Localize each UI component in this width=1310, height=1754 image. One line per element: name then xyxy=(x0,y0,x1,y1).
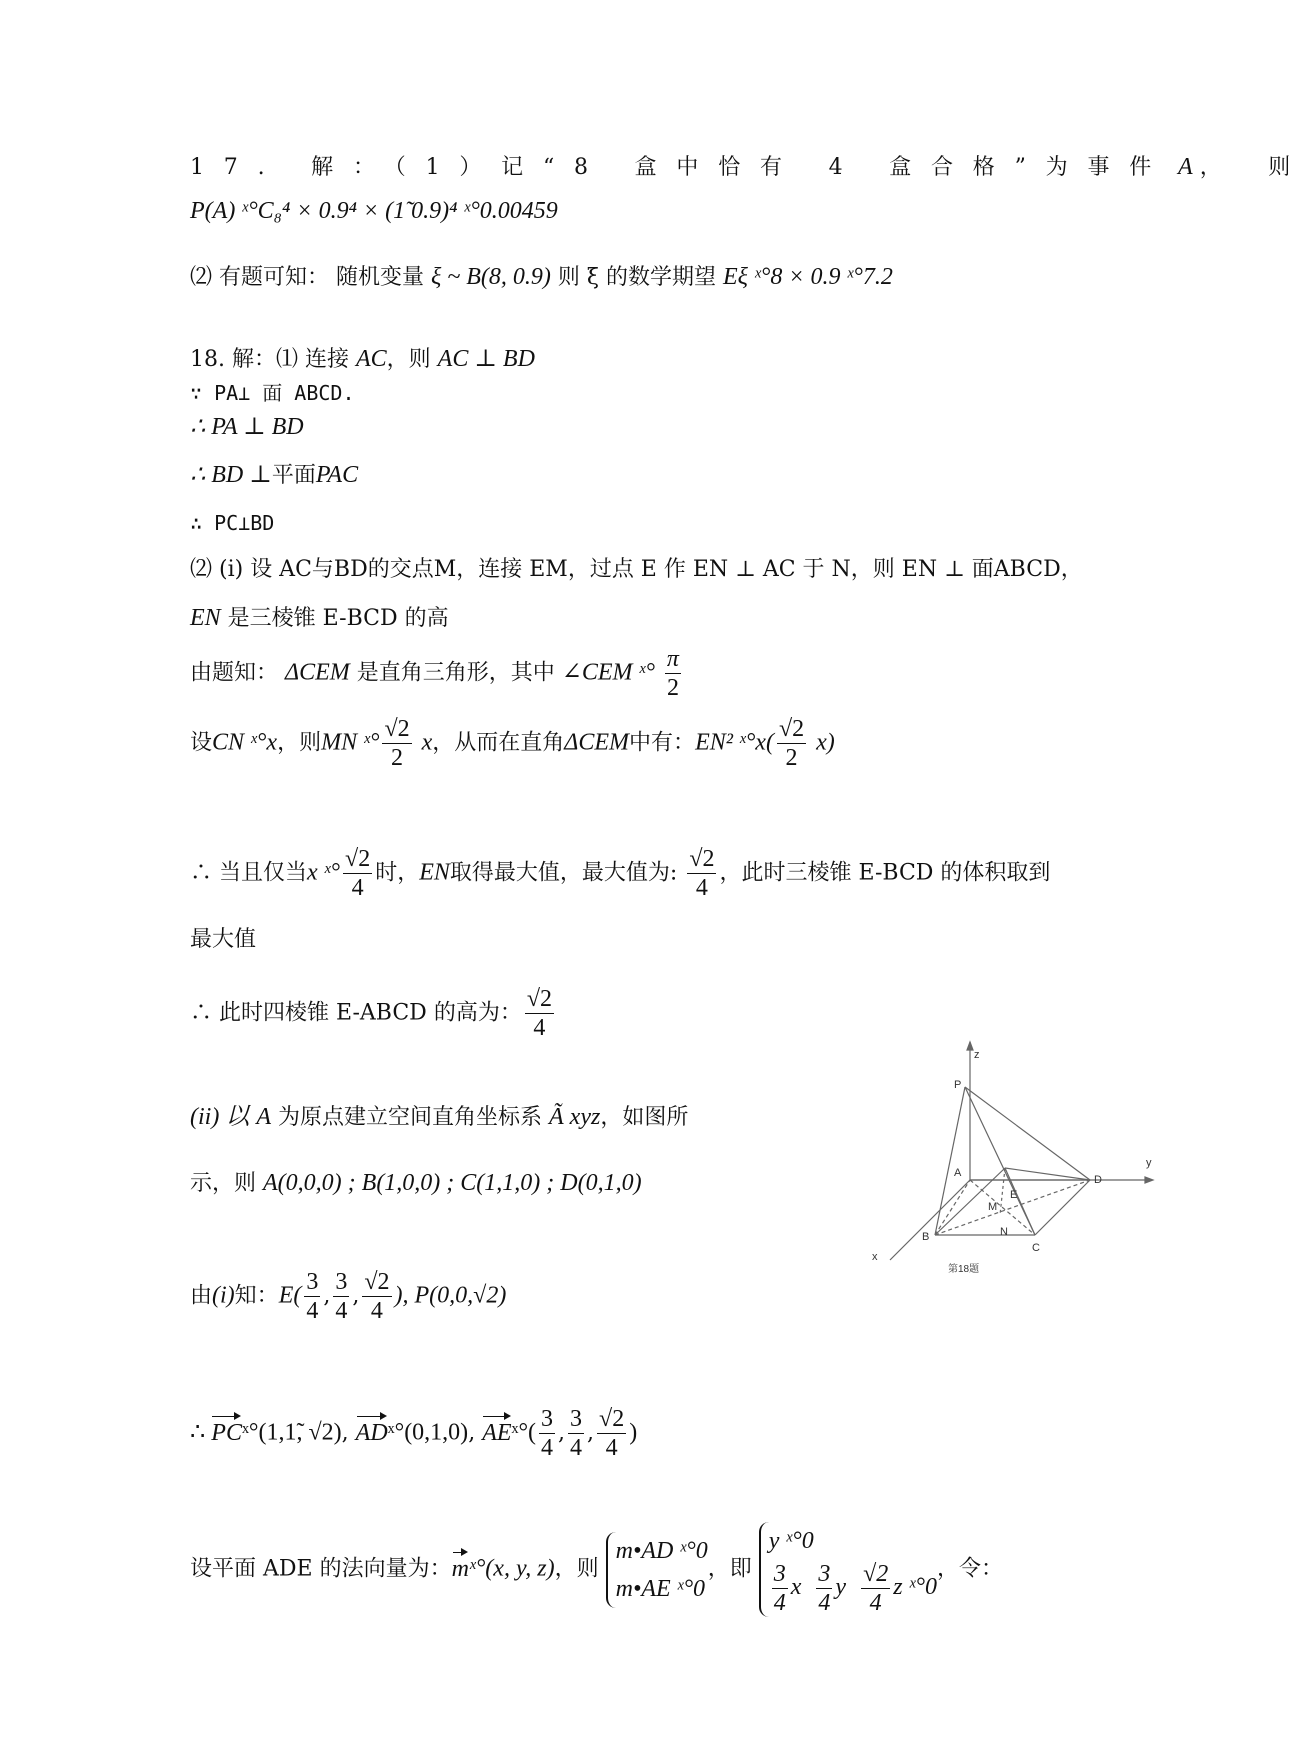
p18-line14: 示，则 A(0,0,0) ; B(1,0,0) ; C(1,1,0) ; D(0,1,0) xyxy=(190,1170,642,1196)
p18-l8-angle: ∠CEM ˣ° xyxy=(561,659,655,686)
label-z: z xyxy=(974,1049,980,1061)
vec-ae: AE xyxy=(482,1419,512,1446)
p17-then: ， 则 xyxy=(1199,155,1310,180)
label-x: x xyxy=(872,1251,878,1263)
label-b: B xyxy=(922,1231,930,1243)
p18-line15: 由(i)知：E( $\frac{3}{4}$ , $\frac{3}{4}$ , $\frac{√2}{4}$ ), P(0,0,√2) xyxy=(190,1269,507,1324)
p18-l1-mid: ，则 xyxy=(386,347,431,372)
p18-line8 xyxy=(190,645,684,702)
p18-l8-tri: ΔCEM xyxy=(285,659,350,686)
vec-ad: AD xyxy=(355,1419,388,1446)
sqrt2-over-4: $\frac{√2}{4}$ xyxy=(345,846,371,901)
p18-line2: ∵ PA⊥ 面 ABCD. xyxy=(190,381,355,405)
p18-l8-mid: 是直角三角形，其中 xyxy=(356,660,555,686)
p18-line9: 设CN ˣ°x，则MN ˣ° $\frac{√2}{2}$ x，从而在直角ΔCEM中有：EN² ˣ°x( $\frac{√2}{2}$ x) xyxy=(190,716,835,771)
p18-l8-prefix: 由题知： xyxy=(190,660,279,686)
x-axis xyxy=(890,1180,970,1260)
p18-l7-en: EN xyxy=(190,605,221,631)
sqrt2-over-2: $\frac{√2}{2}$ xyxy=(384,716,410,771)
frac-3-4-c: $\frac{3}{4}$ xyxy=(541,1406,554,1461)
label-e: E xyxy=(1010,1189,1018,1201)
label-c: C xyxy=(1032,1242,1040,1254)
label-n: N xyxy=(1000,1226,1008,1238)
p18-line12: ∴ 此时四棱锥 E-ABCD 的高为： $\frac{√2}{4}$ xyxy=(190,986,552,1041)
vec-pc: PC xyxy=(211,1419,242,1446)
frac-3-4-g: $\frac{3}{4}$ xyxy=(773,1561,786,1616)
p17-line2-prefix: ⑵ 有题可知： 随机变量 xyxy=(190,265,424,290)
p18-line7 xyxy=(190,603,449,634)
p18-line1 xyxy=(190,344,535,375)
frac-3-4-h: $\frac{3}{4}$ xyxy=(818,1561,831,1616)
label-p: P xyxy=(954,1079,962,1091)
label-m: M xyxy=(988,1201,998,1213)
frac-3-4-b: $\frac{3}{4}$ xyxy=(335,1269,348,1324)
p17-line2 xyxy=(190,262,893,293)
vec-m: m xyxy=(451,1555,469,1582)
figure-caption: 第18题 xyxy=(948,1264,980,1275)
p18-l7-text: 是三棱锥 E-BCD 的高 xyxy=(227,606,449,631)
p18-line11: 最大值 xyxy=(190,927,257,952)
label-y: y xyxy=(1146,1157,1152,1169)
p18-line3: ∴ PA ⊥ BD xyxy=(190,414,304,440)
system-two: y ˣ°0 $\frac{3}{4}$ x $\frac{3}{4}$ y $\frac{√2}{4}$ z ˣ°0 xyxy=(759,1522,937,1617)
frac-sqrt2-4-g: $\frac{√2}{4}$ xyxy=(863,1561,889,1616)
p18-l1-prefix: 18. 解：⑴ 连接 xyxy=(190,347,349,372)
p18-line6: ⑵ (i) 设 AC与BD的交点M，连接 EM，过点 E 作 EN ⊥ AC 于 N，则 EN ⊥ 面ABCD， xyxy=(190,557,1083,582)
coord-points: A(0,0,0) ; B(1,0,0) ; C(1,1,0) ; D(0,1,0) xyxy=(263,1170,642,1196)
frac-sqrt2-4-e: $\frac{√2}{4}$ xyxy=(364,1269,390,1324)
p18-l1-ac: AC xyxy=(355,346,387,372)
sqrt2-over-4-height: $\frac{√2}{4}$ xyxy=(526,986,552,1041)
p18-l4-a: ∴ BD ⊥ xyxy=(190,462,272,488)
label-d: D xyxy=(1094,1174,1102,1186)
p18-l4-c: PAC xyxy=(315,462,359,488)
p17-formula: P(A) ˣ°C₈⁴ × 0.9⁴ × (1̃ 0.9)⁴ ˣ°0.00459 xyxy=(190,198,558,224)
p18-line5: ∴ PC⊥BD xyxy=(190,511,275,535)
p17-expectation: Eξ ˣ°8 × 0.9 ˣ°7.2 xyxy=(723,264,893,290)
point-p: ), P(0,0,√2) xyxy=(394,1282,507,1309)
p17-event: A xyxy=(1178,154,1193,180)
p18-line16: ∴ PCˣ°(1,1̃, √2), ADˣ°(0,1,0), AEˣ°( $\frac{3}{4}$ , $\frac{3}{4}$ , $\frac{√2}{4}$ ) xyxy=(190,1406,638,1461)
sqrt2-over-4-max: $\frac{√2}{4}$ xyxy=(689,846,715,901)
pi-over-2: $\frac{\pi}{2}$ xyxy=(666,646,679,701)
p18-line13: (ii) 以 A 为原点建立空间直角坐标系 Ã xyz，如图所 xyxy=(190,1104,689,1130)
p17-line1 xyxy=(190,152,1310,183)
label-a: A xyxy=(954,1167,962,1179)
p18-line4 xyxy=(190,460,358,491)
cn-eq: CN ˣ°x xyxy=(212,729,278,756)
sqrt2-over-2-b: $\frac{√2}{2}$ xyxy=(778,716,805,771)
p18-l1-rel: AC ⊥ BD xyxy=(437,346,535,372)
p17-distribution: ξ ~ B(8, 0.9) xyxy=(431,264,551,290)
frac-sqrt2-4-f: $\frac{√2}{4}$ xyxy=(599,1406,625,1461)
p18-l4-b: 平面 xyxy=(271,463,316,488)
p18-line10: ∴ 当且仅当x ˣ° $\frac{√2}{4}$ 时，EN取得最大值，最大值为: $\frac{√2}{4}$ ，此时三棱锥 E-BCD 的体积取到 xyxy=(190,846,1051,901)
p17-line2-mid: 则 ξ 的数学期望 xyxy=(557,265,717,290)
mn-eq: MN ˣ° xyxy=(321,729,380,756)
frac-3-4-a: $\frac{3}{4}$ xyxy=(306,1269,319,1324)
pyramid-figure xyxy=(850,1050,1160,1280)
frac-3-4-d: $\frac{3}{4}$ xyxy=(570,1406,583,1461)
en-squared: EN² ˣ°x( xyxy=(695,729,774,756)
system-one: m•AD ˣ°0 m•AE ˣ°0 xyxy=(606,1532,708,1608)
p17-intro: 17. 解：（1）记“8 盒中恰有 4 盒合格”为事件 xyxy=(190,155,1172,180)
p18-line17: 设平面 ADE 的法向量为：mˣ°(x, y, z)，则 m•AD ˣ°0 m•AE ˣ°0 ，即 y ˣ°0 $\frac{3}{4}$ x $\frac{3}{4}$ y $\frac{√2}{4}$ z ˣ°0 ，令： xyxy=(190,1522,1003,1617)
